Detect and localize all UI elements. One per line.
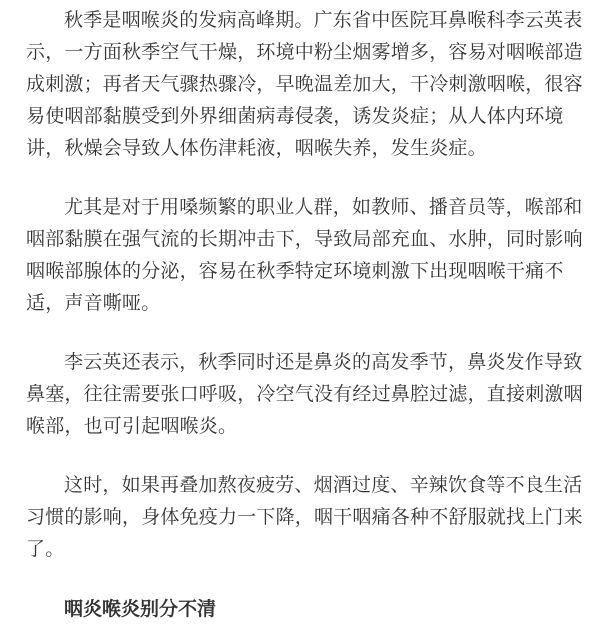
- paragraph-autumn-peak: 秋季是咽喉炎的发病高峰期。广东省中医院耳鼻喉科李云英表示，一方面秋季空气干燥，环境中粉尘烟雾增多，容易对咽喉部造成刺激；再者天气骤热骤冷，早晚温差加大，干冷刺激咽喉，很容易使咽部黏膜受到外界细菌病毒侵袭，诱发炎症；从人体内环境讲，秋燥会导致人体伤津耗液，咽喉失养，发生炎症。: [26, 9, 583, 159]
- section-heading: 咽炎喉炎别分不清: [64, 598, 217, 620]
- paragraph-rhinitis: 李云英还表示，秋季同时还是鼻炎的高发季节，鼻炎发作导致鼻塞，往往需要张口呼吸，冷空气没有经过鼻腔过滤，直接刺激咽喉部，也可引起咽喉炎。: [26, 351, 583, 437]
- paragraph-voice-professionals: 尤其是对于用嗓频繁的职业人群，如教师、播音员等，喉部和咽部黏膜在强气流的长期冲击下，导致局部充血、水肿，同时影响咽喉部腺体的分泌，容易在秋季特定环境刺激下出现咽喉干痛不适，声音嘶哑。: [26, 196, 583, 314]
- paragraph-bad-habits: 这时，如果再叠加熬夜疲劳、烟酒过度、辛辣饮食等不良生活习惯的影响，身体免疫力一下降，咽干咽痛各种不舒服就找上门来了。: [26, 474, 583, 560]
